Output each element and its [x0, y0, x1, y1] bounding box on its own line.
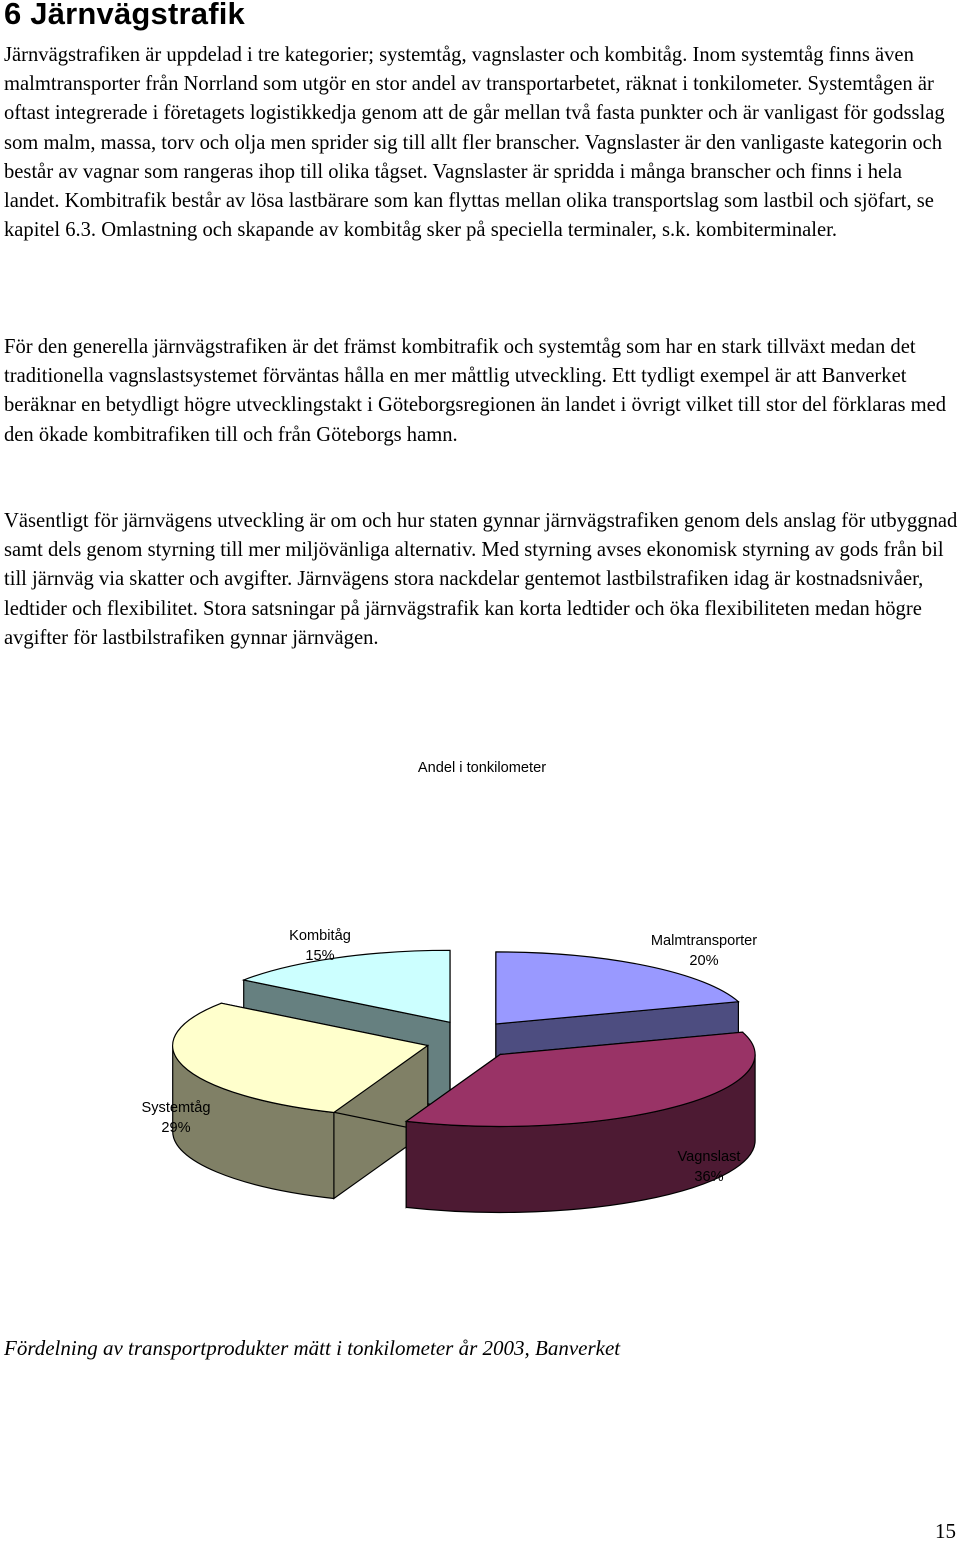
slice-label-vagnslast-name: Vagnslast [661, 1147, 757, 1167]
paragraph-1: Järnvägstrafiken är uppdelad i tre kategorier; systemtåg, vagnslaster och kombitåg. Inom systemtåg finns även malmtransporter från Norrland som utgör en stor andel av transportarbetet, räknat i tonkilometer. Systemtågen är oftast integrerade i företagets logistikkedja genom att de går mellan två fasta punkter och är vanligast för godsslag som malm, massa, torv och olja men sprider sig till allt fler branscher. Vagnslaster är den vanligaste kategorin och består av vagnar som rangeras ihop till olika tågset. Vagnslaster är spridda i många branscher och finns i hela landet. Kombitrafik består av lösa lastbärare som kan flyttas mellan olika transportslag som lastbil och sjöfart, se kapitel 6.3. Omlastning och skapande av kombitåg sker på speciella terminaler, s.k. kombiterminaler. [4, 41, 960, 245]
slice-label-systemtag-value: 29% [128, 1118, 224, 1138]
slice-label-vagnslast [661, 1147, 757, 1187]
slice-label-malmtransporter [636, 931, 772, 971]
slice-label-kombitag-value: 15% [268, 946, 372, 966]
slice-label-vagnslast-value: 36% [661, 1167, 757, 1187]
slice-label-kombitag [268, 926, 372, 966]
paragraph-2: För den generella järnvägstrafiken är det främst kombitrafik och systemtåg som har en stark tillväxt medan det traditionella vagnslastsystemet förväntas hålla en mer måttlig utveckling. Ett tydligt exempel är att Banverket beräknar en betydligt högre utvecklingstakt i Göteborgsregionen än landet i övrigt vilket till stor del förklaras med den ökade kombitrafiken till och från Göteborgs hamn. [4, 333, 960, 450]
page-number: 15 [935, 1519, 956, 1544]
pie-chart-svg [0, 740, 960, 1220]
chart-title: Andel i tonkilometer [0, 760, 960, 776]
slice-label-systemtag [128, 1098, 224, 1138]
slice-label-systemtag-name: Systemtåg [128, 1098, 224, 1118]
pie-chart [0, 740, 960, 1220]
paragraph-3: Väsentligt för järnvägens utveckling är om och hur staten gynnar järnvägstrafiken genom dels anslag för utbyggnad samt dels genom styrning till mer miljövänliga alternativ. Med styrning avses ekonomisk styrning av gods från bil till järnväg via skatter och avgifter. Järnvägens stora nackdelar gentemot lastbilstrafiken idag är kostnadsnivåer, ledtider och flexibilitet. Stora satsningar på järnvägstrafik kan korta ledtider och öka flexibiliteten medan högre avgifter för lastbilstrafiken gynnar järnvägen. [4, 507, 960, 653]
slice-label-kombitag-name: Kombitåg [268, 926, 372, 946]
section-heading: 6 Järnvägstrafik [4, 0, 245, 32]
slice-label-malmtransporter-name: Malmtransporter [636, 931, 772, 951]
slice-label-malmtransporter-value: 20% [636, 951, 772, 971]
figure-caption: Fördelning av transportprodukter mätt i tonkilometer år 2003, Banverket [4, 1336, 620, 1361]
